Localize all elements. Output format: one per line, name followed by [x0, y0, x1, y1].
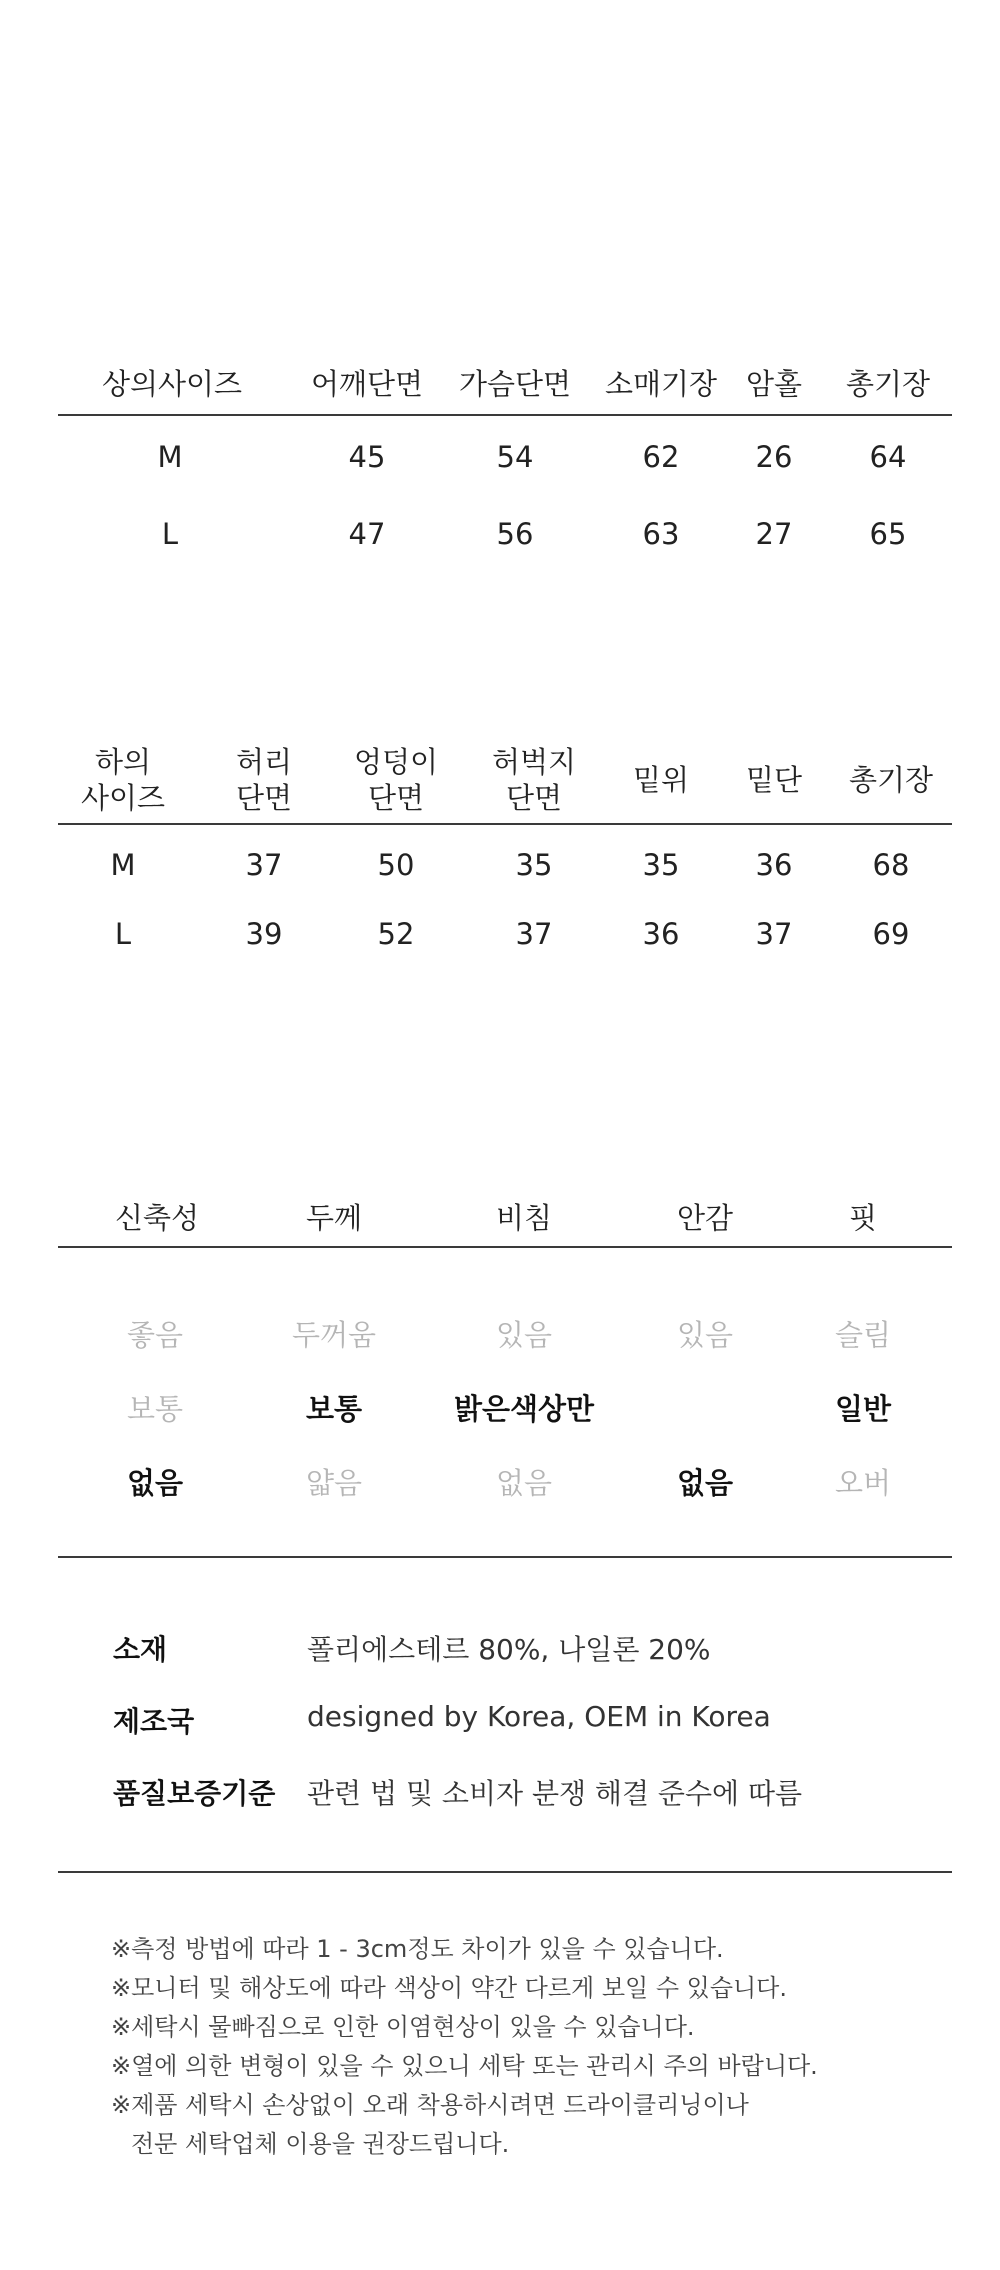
option-lining-none: 없음 — [676, 1466, 734, 1500]
option-stretch-normal: 보통 — [126, 1392, 184, 1426]
option-sheer-none: 없음 — [495, 1466, 553, 1500]
table-cell: 47 — [348, 517, 386, 551]
table-cell: 65 — [869, 517, 907, 551]
info-label: 소재 — [113, 1633, 168, 1666]
header-armhole: 암홀 — [745, 367, 803, 401]
header-waist-line2: 단면 — [235, 781, 293, 815]
header-chest: 가슴단면 — [458, 367, 572, 401]
header-hip-line1: 엉덩이 — [353, 745, 439, 779]
table-cell: 64 — [869, 440, 907, 474]
option-lining-yes: 있음 — [676, 1318, 734, 1352]
note-line: ※열에 의한 변형이 있을 수 있으니 세탁 또는 관리시 주의 바랍니다. — [111, 2052, 818, 2080]
option-thickness-normal: 보통 — [305, 1392, 363, 1426]
header-total-length: 총기장 — [845, 367, 931, 401]
size-cell: L — [114, 917, 132, 951]
header-rise: 밑위 — [632, 763, 690, 797]
table-cell: 37 — [245, 848, 283, 882]
table-cell: 36 — [642, 917, 680, 951]
table-cell: 35 — [642, 848, 680, 882]
table-cell: 45 — [348, 440, 386, 474]
table-cell: 37 — [755, 917, 793, 951]
header-bottom-size-line1: 하의 — [94, 745, 152, 779]
table-cell: 35 — [515, 848, 553, 882]
header-total-length: 총기장 — [848, 763, 934, 797]
note-line: ※제품 세탁시 손상없이 오래 착용하시려면 드라이클리닝이나 — [111, 2091, 749, 2119]
table-cell: 50 — [377, 848, 415, 882]
header-thigh-line1: 허벅지 — [491, 745, 577, 779]
info-value: 관련 법 및 소비자 분쟁 해결 준수에 따름 — [307, 1777, 803, 1810]
header-sleeve: 소매기장 — [604, 367, 718, 401]
table-cell: 36 — [755, 848, 793, 882]
option-stretch-none: 없음 — [126, 1466, 184, 1500]
option-fit-oversize: 오버 — [834, 1466, 892, 1500]
option-thickness-thick: 두꺼움 — [291, 1318, 377, 1352]
section-divider — [58, 1556, 952, 1558]
header-stretch: 신축성 — [114, 1201, 200, 1235]
table-cell: 56 — [496, 517, 534, 551]
info-value: designed by Korea, OEM in Korea — [307, 1700, 771, 1733]
info-label: 제조국 — [113, 1705, 195, 1738]
table-cell: 62 — [642, 440, 680, 474]
section-divider — [58, 1246, 952, 1248]
header-hip-line2: 단면 — [367, 781, 425, 815]
size-cell: M — [157, 440, 183, 474]
option-fit-slim: 슬림 — [834, 1318, 892, 1352]
header-thickness: 두께 — [305, 1201, 363, 1235]
header-bottom-size-line2: 사이즈 — [80, 781, 166, 815]
table-cell: 26 — [755, 440, 793, 474]
size-cell: M — [110, 848, 136, 882]
size-cell: L — [161, 517, 179, 551]
header-shoulder: 어깨단면 — [310, 367, 424, 401]
header-fit: 핏 — [848, 1201, 878, 1235]
option-thickness-thin: 얇음 — [305, 1466, 363, 1500]
table-cell: 69 — [872, 917, 910, 951]
table-cell: 54 — [496, 440, 534, 474]
table-cell: 27 — [755, 517, 793, 551]
note-line: ※모니터 및 해상도에 따라 색상이 약간 다르게 보일 수 있습니다. — [111, 1974, 787, 2002]
note-line: 전문 세탁업체 이용을 권장드립니다. — [131, 2130, 510, 2158]
header-lining: 안감 — [676, 1201, 734, 1235]
option-fit-regular: 일반 — [834, 1392, 892, 1426]
note-line: ※세탁시 물빠짐으로 인한 이염현상이 있을 수 있습니다. — [111, 2013, 695, 2041]
header-waist-line1: 허리 — [235, 745, 293, 779]
note-line: ※측정 방법에 따라 1 - 3cm정도 차이가 있을 수 있습니다. — [111, 1935, 724, 1963]
table-divider — [58, 414, 952, 416]
header-top-size: 상의사이즈 — [101, 367, 243, 401]
table-cell: 52 — [377, 917, 415, 951]
table-cell: 39 — [245, 917, 283, 951]
option-stretch-good: 좋음 — [126, 1318, 184, 1352]
header-hem: 밑단 — [745, 763, 803, 797]
option-sheer-light-colors: 밝은색상만 — [453, 1392, 595, 1426]
option-sheer-yes: 있음 — [495, 1318, 553, 1352]
table-cell: 68 — [872, 848, 910, 882]
table-cell: 37 — [515, 917, 553, 951]
table-divider — [58, 823, 952, 825]
header-thigh-line2: 단면 — [505, 781, 563, 815]
section-divider — [58, 1871, 952, 1873]
table-cell: 63 — [642, 517, 680, 551]
header-sheerness: 비침 — [495, 1201, 553, 1235]
info-value: 폴리에스테르 80%, 나일론 20% — [307, 1633, 711, 1666]
info-label: 품질보증기준 — [113, 1777, 276, 1810]
